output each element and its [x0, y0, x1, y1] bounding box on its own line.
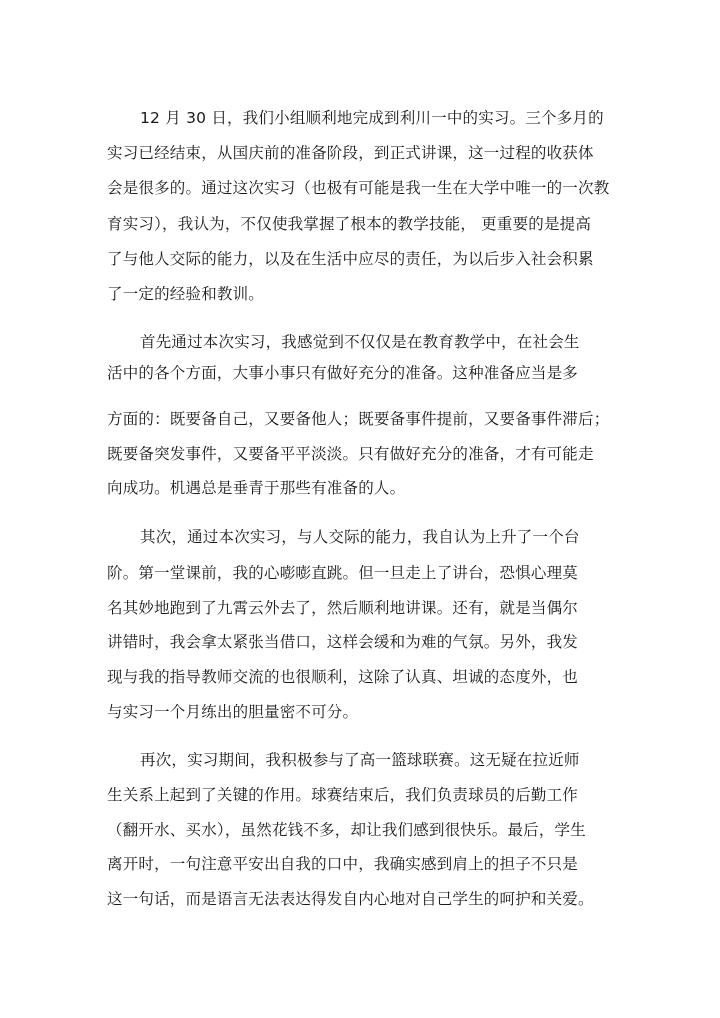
text-line: 离开时，一句注意平安出自我的口中，我确实感到肩上的担子不只是	[107, 855, 579, 873]
text-line: 阶。第一堂课前，我的心嘭嘭直跳。但一旦走上了讲台，恐惧心理莫	[107, 564, 579, 582]
text-line: 了与他人交际的能力，以及在生活中应尽的责任，为以后步入社会积累	[107, 250, 594, 268]
text-line: 活中的各个方面，大事小事只有做好充分的准备。这种准备应当是多	[107, 364, 579, 382]
text-line: 其次，通过本次实习，与人交际的能力，我自认为上升了一个台	[140, 528, 580, 546]
text-line: 现与我的指导教师交流的也很顺利，这除了认真、坦诚的态度外，也	[107, 668, 579, 686]
text-line: 首先通过本次实习，我感觉到不仅仅是在教育教学中，在社会生	[140, 333, 580, 351]
text-line: 向成功。机遇总是垂青于那些有准备的人。	[107, 479, 406, 497]
text-line: 了一定的经验和教训。	[107, 285, 265, 303]
text-line: 与实习一个月练出的胆量密不可分。	[107, 703, 359, 721]
text-line: 会是很多的。通过这次实习（也极有可能是我一生在大学中唯一的一次教	[107, 179, 610, 197]
text-line: 这一句话，而是语言无法表达得发自内心地对自己学生的呵护和关爱。	[107, 890, 594, 908]
text-line: 12 月 30 日，我们小组顺利地完成到利川一中的实习。三个多月的	[140, 109, 604, 127]
text-line: 名其妙地跑到了九霄云外去了，然后顺利地讲课。还有，就是当偶尔	[107, 599, 579, 617]
text-line: （翻开水、买水），虽然花钱不多，却让我们感到很快乐。最后，学生	[107, 821, 586, 839]
text-line: 育实习），我认为，不仅使我掌握了根本的教学技能， 更重要的是提高	[107, 215, 592, 233]
text-line: 既要备突发事件，又要备平平淡淡。只有做好充分的准备，才有可能走	[107, 445, 594, 463]
text-line: 生关系上起到了关键的作用。球赛结束后，我们负责球员的后勤工作	[107, 786, 579, 804]
text-line: 实习已经结束，从国庆前的准备阶段，到正式讲课，这一过程的收获体	[107, 144, 594, 162]
text-line: 方面的：既要备自己，又要备他人；既要备事件提前，又要备事件滞后；	[107, 410, 610, 428]
text-line: 再次，实习期间，我积极参与了高一篮球联赛。这无疑在拉近师	[140, 751, 580, 769]
text-line: 讲错时，我会拿太紧张当借口，这样会缓和为难的气氛。另外，我发	[107, 633, 579, 651]
